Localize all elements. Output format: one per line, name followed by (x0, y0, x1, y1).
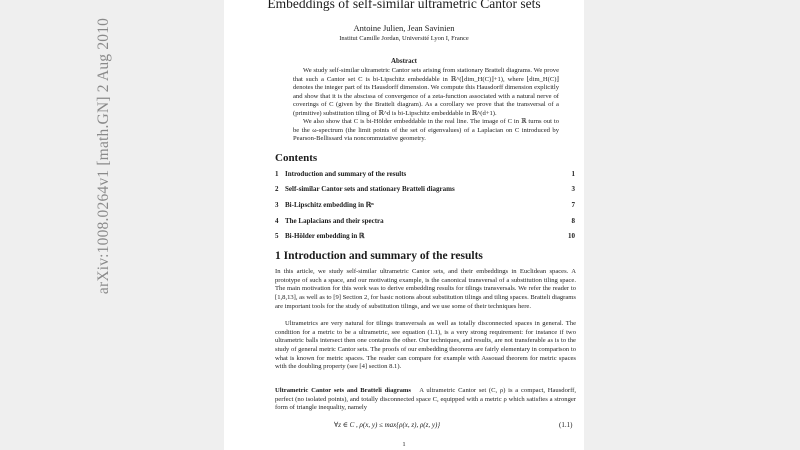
body-paragraph-1: In this article, we study self-similar ultrametric Cantor sets, and their embeddings in Euclidean spaces. A prototype of such a space, and our motivating example, is the canonical transversal of a substitution tiling space. The main motivation for this work was to derive embedding results for tilings transversals. We refer the reader to [1,8,13], as well as to [9] Section 2, for basic notions about substitution tilings and tiling spaces. Bratteli diagrams are important tools for the study of substitution tilings, and we use some of their techniques here. (275, 268, 576, 310)
toc-number: 3 (275, 201, 279, 209)
toc-number: 4 (275, 217, 279, 225)
paper-affiliation: Institut Camille Jordan, Université Lyon I, France (339, 35, 469, 42)
right-margin-area (584, 0, 800, 450)
document-page (224, 0, 584, 450)
toc-page: 8 (571, 217, 575, 225)
toc-title: Introduction and summary of the results (285, 170, 407, 178)
toc-page: 1 (571, 170, 575, 178)
paper-authors: Antoine Julien, Jean Savinien (353, 23, 455, 33)
abstract-paragraph-2: We also show that C is bi-Hölder embeddable in the real line. The image of C in ℝ turns out to be the ω-spectrum (the limit points of the set of eigenvalues) of a Laplacian on C introduced by Pearson-Bellissard via noncommutative geometry. (293, 118, 559, 143)
toc-page: 10 (568, 232, 575, 240)
page-number: 1 (402, 441, 406, 448)
toc-title: Bi-Hölder embedding in ℝ (285, 232, 365, 240)
abstract-heading: Abstract (390, 57, 418, 65)
paragraph-text: A ultrametric Cantor set (C, ρ) is a compact, Hausdorff, perfect (no isolated points), and totally disconnected space C, equipped with a metric ρ which satisfies a stronger form of triangle inequality, namely (275, 387, 576, 412)
paper-title: Embeddings of self-similar ultrametric Cantor sets (267, 0, 541, 11)
equation-number: (1.1) (559, 421, 573, 429)
toc-title: Self-similar Cantor sets and stationary Bratteli diagrams (285, 185, 455, 193)
arxiv-stamp: arXiv:1008.0264v1 [math.GN] 2 Aug 2010 (95, 17, 112, 295)
toc-title: Bi-Lipschitz embedding in ℝⁿ (285, 201, 374, 209)
toc-page: 3 (571, 185, 575, 193)
paragraph-lead-heading: Ultrametric Cantor sets and Bratteli diagrams (275, 387, 411, 394)
toc-page: 7 (571, 201, 575, 209)
body-paragraph-2: Ultrametrics are very natural for tilings transversals as well as totally disconnected spaces in general. The condition for a metric to be a ultrametric, see equation (1.1), is a very strong requirement: for instance if two ultrametric balls intersect then one contains the other. Our techniques, and results, are not transferable as is to the study of general metric Cantor sets. The proofs of our embedding theorems are fairly elementary in comparison to what is known for metric spaces. The reader can compare for example with Assouad theorem for metric spaces with the doubling property (see [4] section 8.1). (275, 320, 576, 371)
equation: ∀z ∈ C , ρ(x, y) ≤ max{ρ(x, z), ρ(z, y)} (334, 421, 441, 429)
contents-heading: Contents (275, 152, 318, 164)
abstract-paragraph-1: We study self-similar ultrametric Cantor sets arising from stationary Bratteli diagrams. We prove that such a Cantor set C is bi-Lipschitz embeddable in ℝ^(⌊dim_H(C)⌋+1), where ⌊dim_H(C)⌋ denotes the integer part of its Hausdorff dimension. We compute this Hausdorff dimension explicitly and show that it is the abscissa of convergence of a zeta-function associated with a natural nerve of coverings of C (given by the Bratteli diagram). As a corollary we prove that the transversal of a (primitive) substitution tiling of ℝ^d is bi-Lipschitz embeddable in ℝ^(d+1). (293, 67, 559, 117)
section-heading: 1 Introduction and summary of the results (275, 250, 483, 262)
toc-title: The Laplacians and their spectra (285, 217, 384, 225)
toc-number: 2 (275, 185, 279, 193)
body-paragraph-3 (275, 387, 576, 413)
toc-number: 5 (275, 232, 279, 240)
toc-number: 1 (275, 170, 279, 178)
